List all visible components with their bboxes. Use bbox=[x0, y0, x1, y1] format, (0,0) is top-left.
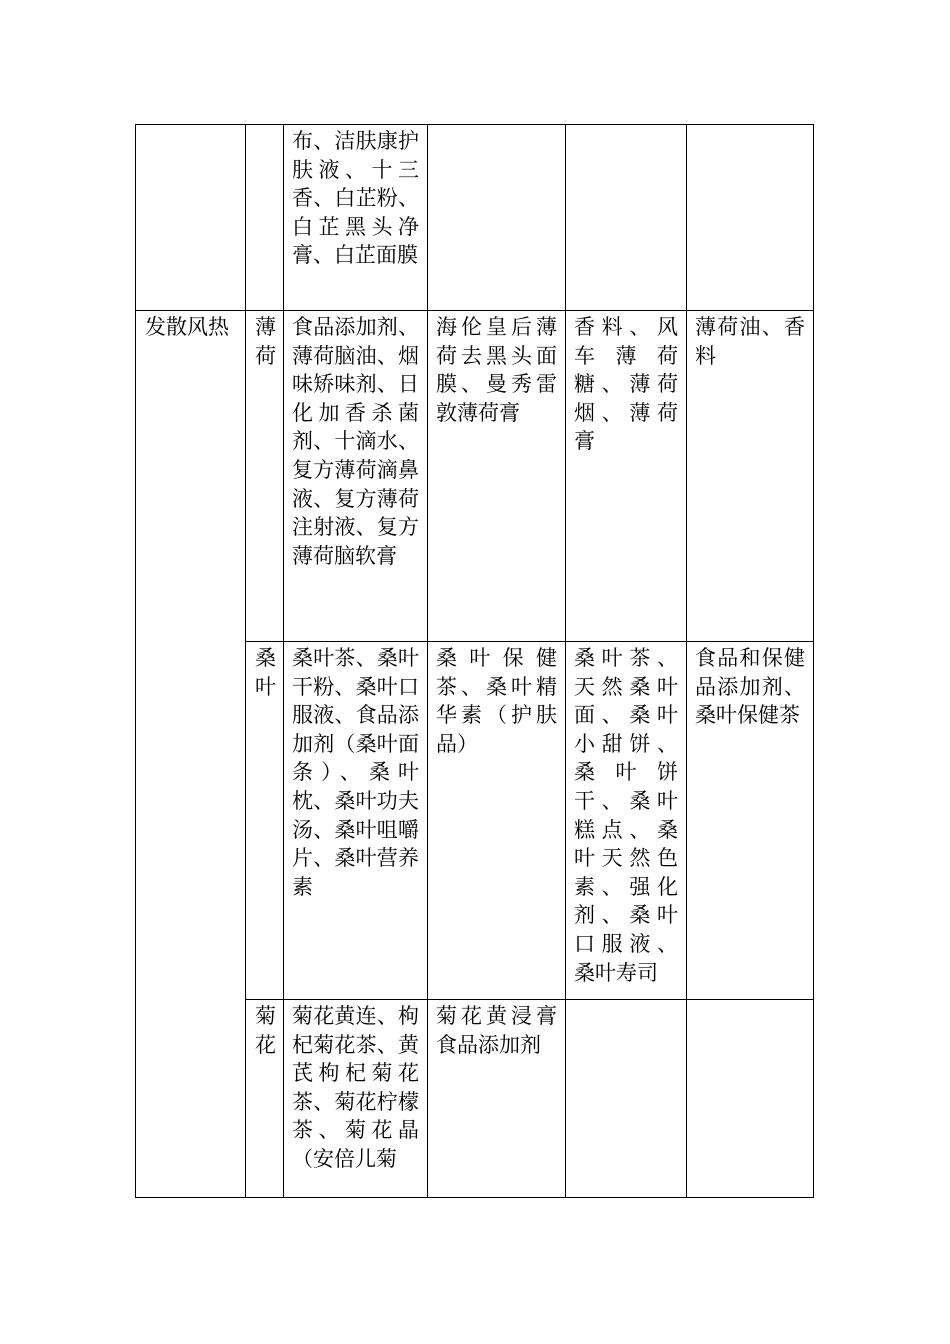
medicine-text: 桑叶茶、桑叶干粉、桑叶口服液、食品添加剂（桑叶面条）、桑叶枕、桑叶功夫汤、桑叶咀嚼片、桑叶营养素 bbox=[292, 646, 419, 899]
cosmetics-cell bbox=[428, 311, 566, 642]
cosmetics-text bbox=[428, 125, 565, 127]
food-cell bbox=[566, 642, 687, 1000]
other-cell bbox=[687, 125, 814, 311]
herb-cell bbox=[246, 1000, 284, 1198]
food-text bbox=[566, 125, 686, 127]
cosmetics-cell bbox=[428, 125, 566, 311]
category-cell bbox=[136, 311, 246, 1198]
category-text bbox=[136, 125, 245, 127]
cosmetics-text: 桑叶保健茶、桑叶精华素（护肤品） bbox=[436, 646, 557, 756]
herb-name bbox=[246, 125, 283, 127]
herb-name: 薄荷 bbox=[255, 315, 276, 368]
food-cell bbox=[566, 125, 687, 311]
medicine-text: 菊花黄连、枸杞菊花茶、黄芪枸杞菊花茶、菊花柠檬茶、菊花晶（安倍儿菊 bbox=[292, 1004, 419, 1171]
food-text: 香料、风车薄荷糖、薄荷烟、薄荷膏 bbox=[574, 315, 678, 454]
herb-name: 菊花 bbox=[255, 1004, 276, 1057]
category-cell bbox=[136, 125, 246, 311]
cosmetics-cell bbox=[428, 642, 566, 1000]
medicine-text: 食品添加剂、薄荷脑油、烟味矫味剂、日化加香杀菌剂、十滴水、复方薄荷滴鼻液、复方薄荷注射液、复方薄荷脑软膏 bbox=[292, 315, 419, 568]
other-text: 薄荷油、香料 bbox=[695, 315, 805, 368]
medicine-cell bbox=[284, 1000, 428, 1198]
herb-name: 桑叶 bbox=[255, 646, 276, 699]
medicine-text: 布、洁肤康护肤液、十三香、白芷粉、白芷黑头净膏、白芷面膜 bbox=[292, 129, 419, 268]
herb-cell bbox=[246, 311, 284, 642]
other-text bbox=[687, 125, 813, 127]
herb-cell bbox=[246, 642, 284, 1000]
other-cell bbox=[687, 1000, 814, 1198]
food-text bbox=[566, 1000, 686, 1002]
table-row bbox=[136, 125, 814, 311]
other-text: 食品和保健品添加剂、桑叶保健茶 bbox=[695, 646, 805, 728]
category-text: 发散风热 bbox=[145, 315, 229, 339]
cosmetics-cell bbox=[428, 1000, 566, 1198]
medicine-cell bbox=[284, 311, 428, 642]
food-cell bbox=[566, 311, 687, 642]
herb-products-table bbox=[135, 124, 814, 1198]
food-cell bbox=[566, 1000, 687, 1198]
other-cell bbox=[687, 311, 814, 642]
other-text bbox=[687, 1000, 813, 1002]
table-row bbox=[136, 311, 814, 642]
cosmetics-text: 菊花黄浸膏食品添加剂 bbox=[436, 1004, 557, 1057]
medicine-cell bbox=[284, 642, 428, 1000]
other-cell bbox=[687, 642, 814, 1000]
food-text: 桑叶茶、天然桑叶面、桑叶小甜饼、桑叶饼干、桑叶糕点、桑叶天然色素、强化剂、桑叶口服液、桑叶寿司 bbox=[574, 646, 678, 985]
cosmetics-text: 海伦皇后薄荷去黑头面膜、曼秀雷敦薄荷膏 bbox=[436, 315, 557, 425]
herb-cell bbox=[246, 125, 284, 311]
medicine-cell bbox=[284, 125, 428, 311]
